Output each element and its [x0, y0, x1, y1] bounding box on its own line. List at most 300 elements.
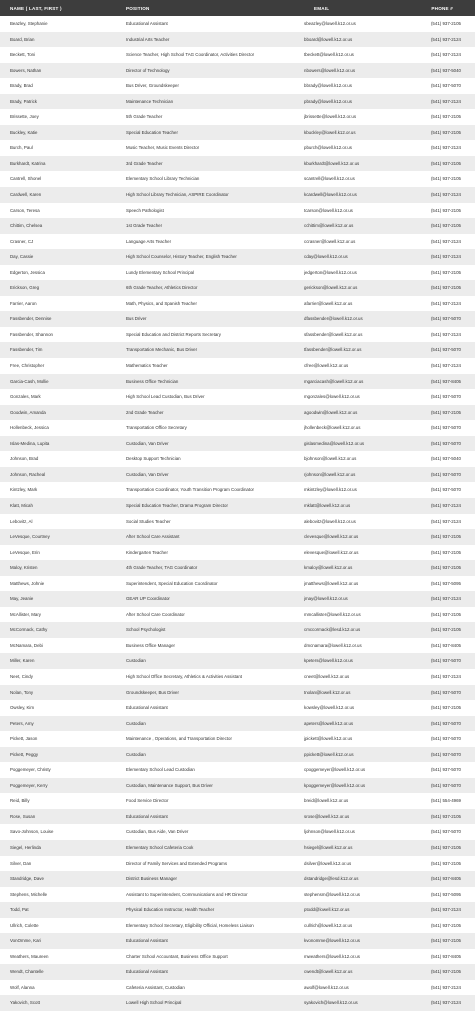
- table-row: [0, 467, 475, 483]
- table-row: [0, 280, 475, 296]
- cell-name: Fassbender, Shannon: [10, 331, 53, 337]
- cell-phone: (541) 937-2124: [430, 984, 461, 990]
- cell-position: After School Care Assistant: [126, 534, 180, 540]
- cell-position: Elementary School Lead Custodian: [126, 767, 195, 773]
- cell-phone: (541) 554-4969: [430, 798, 461, 804]
- table-row: [0, 420, 475, 436]
- table-row: [0, 32, 475, 48]
- table-row: [0, 653, 475, 669]
- cell-phone: (541) 937-5070: [430, 751, 461, 757]
- table-row: [0, 296, 475, 312]
- cell-email[interactable]: scantrell@lowell.k12.or.us: [304, 176, 355, 182]
- table-row: [0, 778, 475, 794]
- cell-position: Groundskeeper, Bus Driver: [126, 689, 179, 695]
- cell-name: VonOmme, Kari: [10, 938, 41, 944]
- cell-position: Transportation Coordinator, Youth Transition Program Coordinator: [126, 487, 254, 493]
- cell-phone: (541) 937-5070: [430, 782, 461, 788]
- cell-email[interactable]: jmay@lowell.k12.or.us: [304, 596, 348, 602]
- table-row: [0, 94, 475, 110]
- cell-name: Free, Christopher: [10, 363, 45, 369]
- cell-email[interactable]: mkintzley@lowell.k12.or.us: [304, 487, 357, 493]
- cell-position: Educational Assistant: [126, 938, 168, 944]
- cell-position: Cafeteria Assistant, Custodian: [126, 984, 185, 990]
- table-row: [0, 265, 475, 281]
- cell-name: Kintzley, Mark: [10, 487, 38, 493]
- table-row: [0, 498, 475, 514]
- cell-name: Fassbender, Tim: [10, 347, 43, 353]
- table-row: [0, 809, 475, 825]
- cell-position: 4th Grade Teacher, TAG Coordinator: [126, 565, 198, 571]
- table-row: [0, 856, 475, 872]
- cell-name: McCormack, Cathy: [10, 627, 48, 633]
- table-row: [0, 840, 475, 856]
- cell-email[interactable]: kpeters@lowell.k12.or.us: [304, 658, 353, 664]
- cell-position: High School Library Technician, ASPIRE Coordinator: [126, 192, 229, 198]
- cell-position: Custodian, Maintenance Support, Bus Driver: [126, 782, 213, 788]
- cell-phone: (541) 937-2124: [430, 36, 461, 42]
- cell-phone: (541) 937-2124: [430, 363, 461, 369]
- cell-phone: (541) 937-5070: [430, 425, 461, 431]
- cell-email[interactable]: cwendt@lowell.k12.or.us: [304, 969, 353, 975]
- cell-name: Johnson, Brad: [10, 456, 39, 462]
- cell-phone: (541) 937-5070: [430, 736, 461, 742]
- cell-phone: (541) 937-2105: [430, 269, 461, 275]
- cell-name: Silver, Dan: [10, 860, 32, 866]
- cell-phone: (541) 937-2105: [430, 549, 461, 555]
- cell-email[interactable]: bbrady@lowell.k12.or.us: [304, 83, 352, 89]
- cell-name: Wendt, Chantelle: [10, 969, 44, 975]
- cell-phone: (541) 937-8405: [430, 378, 461, 384]
- table-row: [0, 327, 475, 343]
- cell-email[interactable]: cneet@lowell.k12.or.us: [304, 673, 350, 679]
- table-row: [0, 576, 475, 592]
- cell-email[interactable]: cchittim@lowell.k12.or.us: [304, 223, 354, 229]
- cell-name: Beazley, Stephanie: [10, 21, 48, 26]
- cell-name: Carson, Teresa: [10, 207, 40, 213]
- cell-name: Board, Brian: [10, 36, 35, 42]
- cell-email[interactable]: tfassbender@lowell.k12.or.us: [304, 347, 362, 353]
- cell-position: Elementary School Library Technician: [126, 176, 200, 182]
- cell-position: Mathematics Teacher: [126, 363, 168, 369]
- cell-phone: (541) 937-2124: [430, 238, 461, 244]
- cell-email[interactable]: cullrich@lowell.k12.or.us: [304, 922, 353, 928]
- cell-email[interactable]: kpoggemeyer@lowell.k12.or.us: [304, 782, 366, 788]
- cell-email[interactable]: tbeckett@lowell.k12.or.us: [304, 52, 354, 58]
- cell-name: Ullrich, Colette: [10, 922, 39, 928]
- table-row: [0, 918, 475, 934]
- cell-position: Business Office Technician: [126, 378, 179, 384]
- cell-position: Desktop Support Technician: [126, 456, 181, 462]
- cell-email[interactable]: srose@lowell.k12.or.us: [304, 813, 350, 819]
- table-row: [0, 762, 475, 778]
- header-name: NAME ( LAST, FIRST ): [10, 5, 62, 11]
- table-row: [0, 140, 475, 156]
- cell-name: LeVesque, Erin: [10, 549, 40, 555]
- cell-phone: (541) 937-2105: [430, 114, 461, 120]
- table-row: [0, 342, 475, 358]
- cell-phone: (541) 937-8405: [430, 876, 461, 882]
- cell-email[interactable]: sfassbender@lowell.k12.or.us: [304, 331, 363, 337]
- table-body: [0, 16, 475, 1011]
- cell-position: Physical Education Instructor, Health Teacher: [126, 907, 215, 913]
- cell-email[interactable]: cday@lowell.k12.or.us: [304, 254, 348, 260]
- cell-position: Bus Driver: [126, 316, 147, 322]
- cell-position: High School Lead Custodian, Bus Driver: [126, 394, 205, 400]
- cell-name: Gonzales, Mark: [10, 394, 41, 400]
- cell-name: Johnson, Racheal: [10, 471, 46, 477]
- cell-email[interactable]: jhollenbeck@lowell.k12.or.us: [304, 425, 361, 431]
- cell-position: Food Service Director: [126, 798, 169, 804]
- cell-email[interactable]: gislasmedina@lowell.k12.or.us: [304, 440, 365, 446]
- table-row: [0, 249, 475, 265]
- cell-phone: (541) 937-5095: [430, 580, 461, 586]
- cell-position: School Psychologist: [126, 627, 166, 633]
- table-row: [0, 374, 475, 390]
- cell-position: GEAR UP Coordinator: [126, 596, 170, 602]
- cell-email[interactable]: jmatthews@lowell.k12.or.us: [304, 580, 359, 586]
- cell-name: Cantrell, Shonel: [10, 176, 42, 182]
- cell-name: Bowers, Nathan: [10, 67, 42, 73]
- cell-phone: (541) 937-2124: [430, 673, 461, 679]
- cell-phone: (541) 937-5040: [430, 67, 461, 73]
- cell-position: 5th Grade Teacher: [126, 114, 163, 120]
- table-row: [0, 747, 475, 763]
- table-row: [0, 933, 475, 949]
- cell-position: Math, Physics, and Spanish Teacher: [126, 300, 197, 306]
- cell-name: Hollenbeck, Jessica: [10, 425, 49, 431]
- cell-phone: (541) 937-5070: [430, 829, 461, 835]
- cell-name: Klatt, Micah: [10, 502, 33, 508]
- cell-name: Rose, Susan: [10, 813, 36, 819]
- cell-phone: (541) 937-2105: [430, 129, 461, 135]
- cell-position: 2nd Grade Teacher: [126, 409, 164, 415]
- cell-name: Brady, Patrick: [10, 98, 38, 104]
- cell-position: Special Education Teacher, Drama Program Director: [126, 502, 228, 508]
- cell-email[interactable]: bjohnson@lowell.k12.or.us: [304, 456, 357, 462]
- table-row: [0, 109, 475, 125]
- cell-name: Burch, Paul: [10, 145, 33, 151]
- cell-email[interactable]: hsiegel@lowell.k12.or.us: [304, 844, 353, 850]
- cell-position: Business Office Manager: [126, 642, 175, 648]
- cell-email[interactable]: kvonomme@lowell.k12.or.us: [304, 938, 360, 944]
- table-row: [0, 156, 475, 172]
- cell-phone: (541) 937-2105: [430, 705, 461, 711]
- cell-name: Lebovitz, Al: [10, 518, 33, 524]
- cell-email[interactable]: ppickett@lowell.k12.or.us: [304, 751, 354, 757]
- cell-email[interactable]: dstandridge@lesd.k12.or.us: [304, 876, 359, 882]
- cell-position: Educational Assistant: [126, 705, 168, 711]
- cell-phone: (541) 937-5070: [430, 689, 461, 695]
- cell-email[interactable]: tnolan@lowell.k12.or.us: [304, 689, 351, 695]
- cell-position: Custodian, Van Driver: [126, 440, 169, 446]
- cell-position: Educational Assistant: [126, 969, 168, 975]
- cell-name: Poggemeyer, Kerry: [10, 782, 48, 788]
- cell-email[interactable]: dmcnamara@lowell.k12.or.us: [304, 642, 362, 648]
- cell-phone: (541) 937-8405: [430, 642, 461, 648]
- cell-name: Wolf, Alanna: [10, 984, 35, 990]
- cell-position: Speech Pathologist: [126, 207, 164, 213]
- cell-phone: (541) 937-2105: [430, 860, 461, 866]
- cell-name: Beckett, Toni: [10, 52, 36, 58]
- cell-position: 1st Grade Teacher: [126, 223, 163, 229]
- cell-name: Goodwin, Amanda: [10, 409, 46, 415]
- cell-email[interactable]: ljohnson@lowell.k12.or.us: [304, 829, 355, 835]
- cell-name: Cardwell, Karen: [10, 192, 42, 198]
- cell-name: Fassbender, Dennise: [10, 316, 52, 322]
- cell-email[interactable]: bboard@lowell.k12.or.us: [304, 36, 353, 42]
- cell-position: Maintenance Technician: [126, 98, 174, 104]
- cell-email[interactable]: jedgerton@lowell.k12.or.us: [304, 269, 357, 275]
- cell-phone: (541) 937-2105: [430, 844, 461, 850]
- cell-email[interactable]: mgonzales@lowell.k12.or.us: [304, 394, 360, 400]
- table-row: [0, 669, 475, 685]
- cell-position: Educational Assistant: [126, 813, 168, 819]
- cell-name: Buckley, Katie: [10, 129, 38, 135]
- cell-phone: (541) 937-5070: [430, 487, 461, 493]
- header-email: EMAIL: [314, 5, 330, 11]
- cell-email[interactable]: kmaloy@lowell.k12.or.us: [304, 565, 353, 571]
- cell-phone: (541) 937-2124: [430, 192, 461, 198]
- cell-name: Crasner, CJ: [10, 238, 34, 244]
- cell-email[interactable]: kcardwell@lowell.k12.or.us: [304, 192, 357, 198]
- cell-phone: (541) 937-5070: [430, 767, 461, 773]
- cell-phone: (541) 937-5070: [430, 471, 461, 477]
- cell-position: High School Office Secretary, Athletics & Activities Assistant: [126, 673, 242, 679]
- cell-email[interactable]: pburch@lowell.k12.or.us: [304, 145, 352, 151]
- cell-position: Custodian: [126, 751, 146, 757]
- table-row: [0, 16, 475, 32]
- cell-position: Charter School Accountant, Business Office Support: [126, 953, 228, 959]
- cell-name: Neet, Cindy: [10, 673, 33, 679]
- cell-phone: (541) 937-2105: [430, 969, 461, 975]
- cell-phone: (541) 937-2124: [430, 502, 461, 508]
- table-row: [0, 560, 475, 576]
- cell-name: Erickson, Greg: [10, 285, 40, 291]
- cell-phone: (541) 937-2105: [430, 285, 461, 291]
- cell-phone: (541) 937-2124: [430, 300, 461, 306]
- cell-email[interactable]: stephensm@lowell.k12.or.us: [304, 891, 360, 897]
- cell-name: Pickett, Jason: [10, 736, 38, 742]
- cell-phone: (541) 937-5070: [430, 83, 461, 89]
- cell-name: Farrier, Aaron: [10, 300, 37, 306]
- table-row: [0, 887, 475, 903]
- cell-name: Burkhardt, Katrina: [10, 160, 46, 166]
- cell-phone: (541) 937-2105: [430, 565, 461, 571]
- cell-position: Director of Family Services and Extended Programs: [126, 860, 228, 866]
- cell-phone: (541) 937-5070: [430, 720, 461, 726]
- cell-name: Garcia-Cash, Mollie: [10, 378, 49, 384]
- cell-name: Nolan, Tony: [10, 689, 34, 695]
- cell-email[interactable]: kbuckley@lowell.k12.or.us: [304, 129, 356, 135]
- cell-email[interactable]: elevesque@lowell.k12.or.us: [304, 549, 359, 555]
- cell-email[interactable]: afarrier@lowell.k12.or.us: [304, 300, 353, 306]
- cell-phone: (541) 937-2105: [430, 160, 461, 166]
- cell-phone: (541) 937-2105: [430, 207, 461, 213]
- table-row: [0, 545, 475, 561]
- cell-name: May, Jeanie: [10, 596, 34, 602]
- cell-phone: (541) 937-5070: [430, 658, 461, 664]
- table-row: [0, 731, 475, 747]
- table-row: [0, 405, 475, 421]
- cell-email[interactable]: rjohnson@lowell.k12.or.us: [304, 471, 356, 477]
- table-row: [0, 47, 475, 63]
- cell-phone: (541) 937-2105: [430, 627, 461, 633]
- cell-name: Owsley, Kim: [10, 705, 35, 711]
- cell-position: Superintendent, Special Education Coordinator: [126, 580, 218, 586]
- table-row: [0, 949, 475, 965]
- cell-name: LeVesque, Courtney: [10, 534, 50, 540]
- table-row: [0, 793, 475, 809]
- table-row: [0, 995, 475, 1011]
- cell-email[interactable]: mmcallister@lowell.k12.or.us: [304, 611, 361, 617]
- cell-name: Yakovich, Scott: [10, 1000, 40, 1006]
- cell-email[interactable]: alebovitz@lowell.k12.or.us: [304, 518, 356, 524]
- cell-position: Bus Driver, Groundskeeper: [126, 83, 179, 89]
- table-row: [0, 529, 475, 545]
- cell-phone: (541) 937-2105: [430, 922, 461, 928]
- cell-email[interactable]: syakovich@lowell.k12.or.us: [304, 1000, 358, 1006]
- cell-position: Special Education Teacher: [126, 129, 178, 135]
- cell-position: After School Care Coordinator: [126, 611, 185, 617]
- cell-phone: (541) 937-2124: [430, 518, 461, 524]
- cell-position: Director of Technology: [126, 67, 170, 73]
- cell-phone: (541) 937-2105: [430, 223, 461, 229]
- table-row: [0, 451, 475, 467]
- table-row: [0, 311, 475, 327]
- cell-email[interactable]: dsilver@lowell.k12.or.us: [304, 860, 352, 866]
- cell-email[interactable]: mweathers@lowell.k12.or.us: [304, 953, 360, 959]
- table-row: [0, 482, 475, 498]
- cell-email[interactable]: tcarson@lowell.k12.or.us: [304, 207, 353, 213]
- cell-name: Matthews, Johnie: [10, 580, 45, 586]
- table-row: [0, 234, 475, 250]
- cell-name: Islas-Medina, Lupita: [10, 440, 50, 446]
- cell-phone: (541) 937-5095: [430, 891, 461, 897]
- table-row: [0, 187, 475, 203]
- cell-phone: (541) 937-2105: [430, 176, 461, 182]
- cell-email[interactable]: kburkhardt@lowell.k12.or.us: [304, 160, 360, 166]
- cell-position: Music Teacher, Music Events Director: [126, 145, 200, 151]
- cell-email[interactable]: ptodd@lowell.k12.or.us: [304, 907, 350, 913]
- cell-phone: (541) 937-2124: [430, 52, 461, 58]
- cell-position: Industrial Arts Teacher: [126, 36, 170, 42]
- table-row: [0, 964, 475, 980]
- cell-name: Savo-Johnson, Louise: [10, 829, 54, 835]
- cell-name: Standridge, Dave: [10, 876, 44, 882]
- cell-email[interactable]: cfree@lowell.k12.or.us: [304, 363, 349, 369]
- cell-position: Custodian: [126, 658, 146, 664]
- cell-email[interactable]: gerickson@lowell.k12.or.us: [304, 285, 358, 291]
- table-row: [0, 389, 475, 405]
- table-row: [0, 700, 475, 716]
- cell-email[interactable]: nbowers@lowell.k12.or.us: [304, 67, 356, 73]
- header-phone: PHONE #: [431, 5, 453, 11]
- cell-phone: (541) 937-5070: [430, 394, 461, 400]
- cell-email[interactable]: kowsley@lowell.k12.or.us: [304, 705, 355, 711]
- cell-email[interactable]: agoodwin@lowell.k12.or.us: [304, 409, 358, 415]
- cell-position: Lundy Elementary School Principal: [126, 269, 195, 275]
- cell-name: Weathers, Maureen: [10, 953, 49, 959]
- cell-position: Educational Assistant: [126, 21, 168, 26]
- cell-email[interactable]: pbrady@lowell.k12.or.us: [304, 98, 352, 104]
- cell-name: McNamara, Debi: [10, 642, 43, 648]
- cell-email[interactable]: jbrissette@lowell.k12.or.us: [304, 114, 357, 120]
- cell-position: Custodian, Bus Aide, Van Driver: [126, 829, 189, 835]
- table-row: [0, 358, 475, 374]
- table-row: [0, 638, 475, 654]
- table-row: [0, 125, 475, 141]
- header-position: POSITION: [126, 5, 150, 11]
- cell-phone: (541) 937-8405: [430, 953, 461, 959]
- cell-name: Peters, Amy: [10, 720, 34, 726]
- cell-phone: (541) 937-2105: [430, 938, 461, 944]
- cell-name: Chittim, Chelsea: [10, 223, 43, 229]
- table-row: [0, 685, 475, 701]
- cell-email[interactable]: sbeazley@lowell.k12.or.us: [304, 21, 356, 26]
- table-row: [0, 980, 475, 996]
- table-row: [0, 436, 475, 452]
- cell-phone: (541) 937-5040: [430, 456, 461, 462]
- table-row: [0, 824, 475, 840]
- cell-position: Special Education and District Reports Secretary: [126, 331, 221, 337]
- cell-position: Transportation Office Secretary: [126, 425, 187, 431]
- cell-position: Social Studies Teacher: [126, 518, 171, 524]
- cell-email[interactable]: breid@lowell.k12.or.us: [304, 798, 349, 804]
- header-row: [0, 0, 475, 16]
- cell-position: Assistant to Superintendent, Communications and HR Director: [126, 891, 248, 897]
- cell-position: Kindergarten Teacher: [126, 549, 168, 555]
- table-row: [0, 218, 475, 234]
- cell-position: Lowell High School Principal: [126, 1000, 182, 1006]
- cell-email[interactable]: cpoggemeyer@lowell.k12.or.us: [304, 767, 366, 773]
- cell-position: Maintenance , Operations, and Transportation Director: [126, 736, 232, 742]
- cell-name: Poggemeyer, Christy: [10, 767, 51, 773]
- table-row: [0, 902, 475, 918]
- cell-phone: (541) 937-5070: [430, 347, 461, 353]
- cell-phone: (541) 937-2105: [430, 611, 461, 617]
- table-header: [0, 0, 475, 16]
- cell-position: Elementary School Secretary, Eligibility Official, Homeless Liaison: [126, 922, 254, 928]
- cell-email[interactable]: ccrasner@lowell.k12.or.us: [304, 238, 356, 244]
- cell-email[interactable]: mklatt@lowell.k12.or.us: [304, 502, 351, 508]
- cell-name: Miller, Karen: [10, 658, 35, 664]
- cell-phone: (541) 937-2124: [430, 331, 461, 337]
- cell-name: Maloy, Kristen: [10, 565, 38, 571]
- table-row: [0, 63, 475, 79]
- table-row: [0, 622, 475, 638]
- cell-email[interactable]: jpickett@lowell.k12.or.us: [304, 736, 353, 742]
- cell-position: Custodian: [126, 720, 146, 726]
- cell-name: Reid, Billy: [10, 798, 30, 804]
- cell-name: Edgerton, Jessica: [10, 269, 45, 275]
- cell-email[interactable]: dfassbender@lowell.k12.or.us: [304, 316, 363, 322]
- cell-position: High School Counselor, History Teacher, English Teacher: [126, 254, 237, 260]
- cell-phone: (541) 937-2124: [430, 596, 461, 602]
- cell-phone: (541) 937-5070: [430, 316, 461, 322]
- cell-email[interactable]: apeters@lowell.k12.or.us: [304, 720, 354, 726]
- cell-position: District Business Manager: [126, 876, 177, 882]
- cell-position: Language Arts Teacher: [126, 238, 172, 244]
- cell-email[interactable]: awolf@lowell.k12.or.us: [304, 984, 349, 990]
- cell-position: Custodian, Van Driver: [126, 471, 169, 477]
- cell-email[interactable]: cmccormack@lesd.k12.or.us: [304, 627, 361, 633]
- cell-name: Day, Cassie: [10, 254, 34, 260]
- cell-email[interactable]: clevesque@lowell.k12.or.us: [304, 534, 359, 540]
- cell-email[interactable]: mgarciacash@lowell.k12.or.us: [304, 378, 364, 384]
- table-row: [0, 591, 475, 607]
- cell-name: Pickett, Peggy: [10, 751, 39, 757]
- cell-phone: (541) 937-2105: [430, 409, 461, 415]
